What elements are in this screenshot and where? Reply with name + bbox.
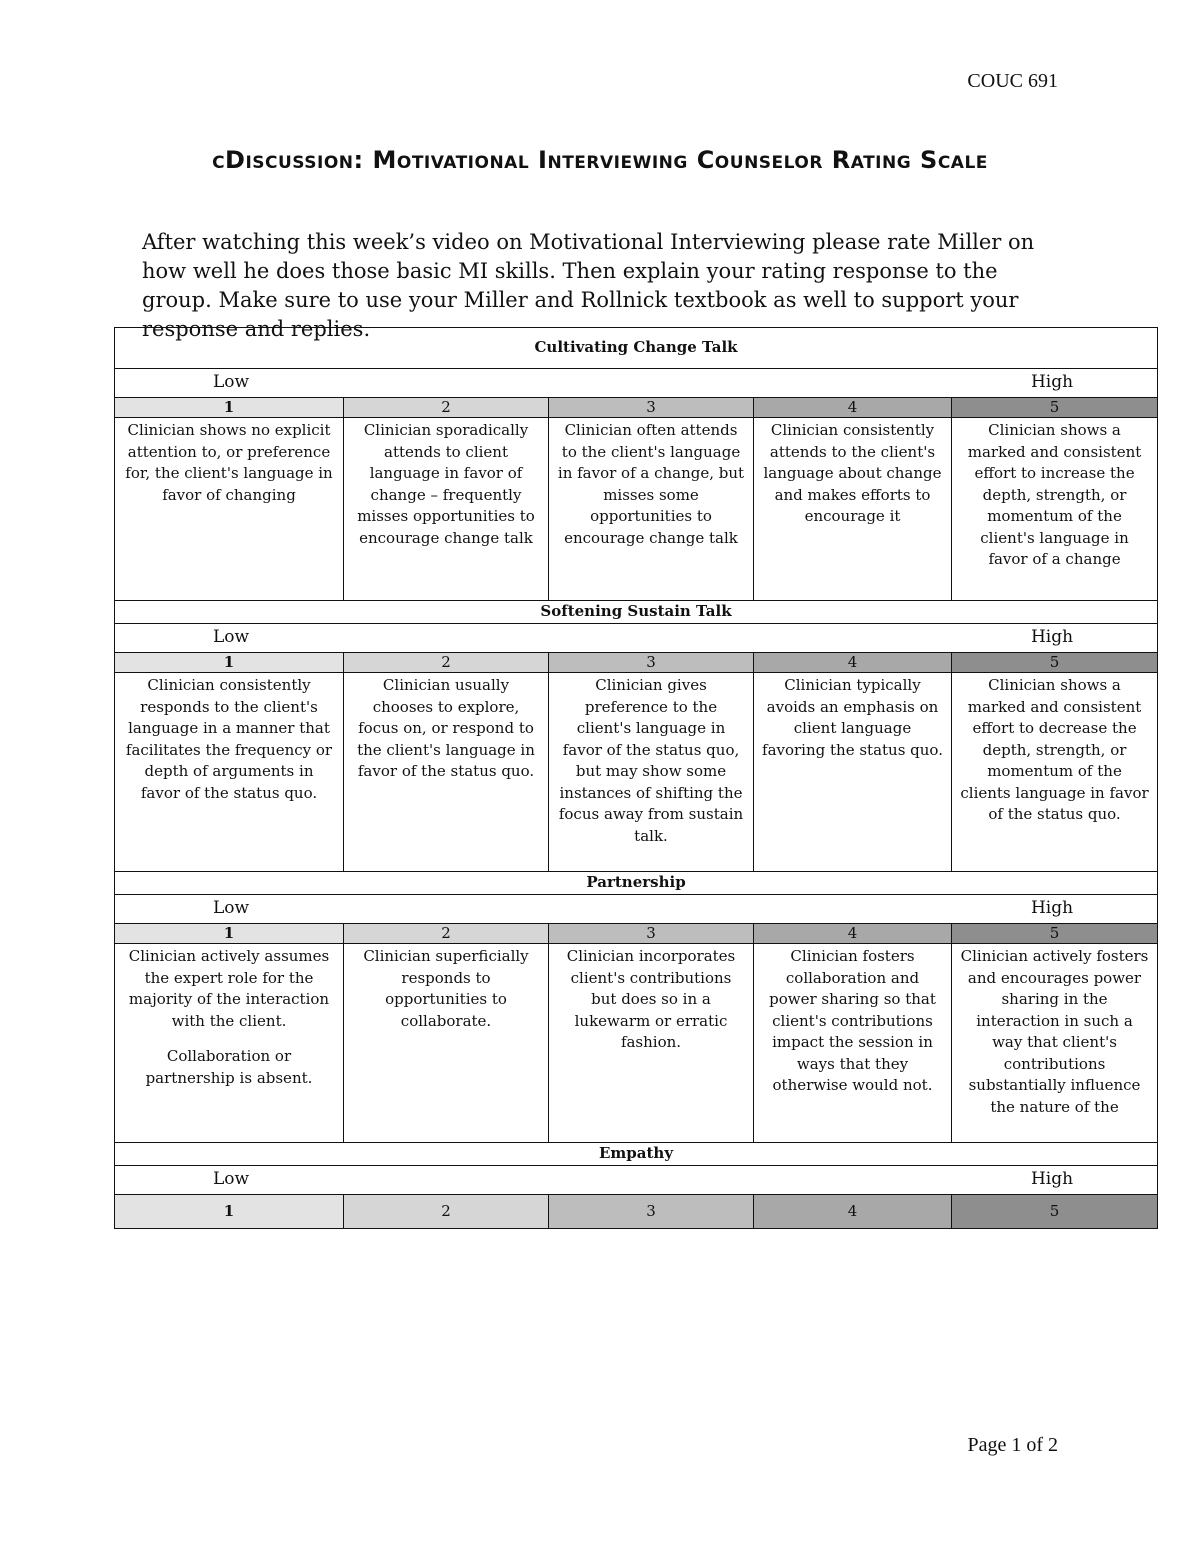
rating-2: 2: [344, 924, 549, 944]
low-high-row: [115, 624, 1158, 653]
rating-5: 5: [952, 924, 1158, 944]
rating-1: 1: [115, 398, 344, 418]
description-1: [115, 944, 344, 1143]
course-code: COUC 691: [967, 70, 1058, 92]
section-title: Softening Sustain Talk: [115, 601, 1158, 624]
rating-3: 3: [549, 398, 754, 418]
rating-4: 4: [754, 653, 952, 673]
rating-3: 3: [549, 1195, 754, 1229]
rating-5: 5: [952, 653, 1158, 673]
rating-4: 4: [754, 398, 952, 418]
description-5: Clinician shows a marked and consistent effort to increase the depth, strength, or momentum of the client's language in favor of a change: [952, 418, 1158, 601]
rating-5: 5: [952, 1195, 1158, 1229]
rating-2: 2: [344, 1195, 549, 1229]
low-label: Low: [115, 1166, 754, 1195]
low-high-row: [115, 895, 1158, 924]
page-number: Page 1 of 2: [967, 1434, 1058, 1456]
section-title: Cultivating Change Talk: [115, 328, 1158, 369]
description-2: Clinician usually chooses to explore, focus on, or respond to the client's language in favor of the status quo.: [344, 673, 549, 872]
section-title: Partnership: [115, 872, 1158, 895]
intro-paragraph: After watching this week’s video on Motivational Interviewing please rate Miller on how well he does those basic MI skills. Then explain your rating response to the group. Make sure to use your Miller and Rollnick textbook as well to support your response and replies.: [142, 230, 1035, 341]
rating-1: 1: [115, 653, 344, 673]
section-header-row: [115, 328, 1158, 369]
descriptions-row: [115, 944, 1158, 1143]
rating-4: 4: [754, 1195, 952, 1229]
rating-1: 1: [115, 924, 344, 944]
rating-2: 2: [344, 653, 549, 673]
description-2: Clinician superficially responds to opportunities to collaborate.: [344, 944, 549, 1143]
description-1-text: Clinician actively assumes the expert role for the majority of the interaction with the client.: [128, 947, 330, 1030]
description-4: Clinician typically avoids an emphasis on client language favoring the status quo.: [754, 673, 952, 872]
descriptions-row: [115, 418, 1158, 601]
rating-3: 3: [549, 924, 754, 944]
low-label: Low: [115, 369, 754, 398]
section-header-row: [115, 1143, 1158, 1166]
high-label: High: [754, 369, 1158, 398]
high-label: High: [754, 1166, 1158, 1195]
low-label: Low: [115, 624, 754, 653]
rating-numbers-row: [115, 398, 1158, 418]
low-high-row: [115, 1166, 1158, 1195]
rating-5: 5: [952, 398, 1158, 418]
description-3: Clinician gives preference to the client's language in favor of the status quo, but may show some instances of shifting the focus away from sustain talk.: [549, 673, 754, 872]
high-label: High: [754, 895, 1158, 924]
high-label: High: [754, 624, 1158, 653]
description-1: Clinician shows no explicit attention to, or preference for, the client's language in favor of changing: [115, 418, 344, 601]
description-1: Clinician consistently responds to the client's language in a manner that facilitates the frequency or depth of arguments in favor of the status quo.: [115, 673, 344, 872]
description-4: Clinician consistently attends to the client's language about change and makes efforts to encourage it: [754, 418, 952, 601]
rating-numbers-row: [115, 653, 1158, 673]
rating-2: 2: [344, 398, 549, 418]
rating-4: 4: [754, 924, 952, 944]
rating-scale-table: [114, 327, 1157, 1229]
low-high-row: [115, 369, 1158, 398]
section-title: Empathy: [115, 1143, 1158, 1166]
rating-1: 1: [115, 1195, 344, 1229]
description-3: Clinician incorporates client's contributions but does so in a lukewarm or erratic fashion.: [549, 944, 754, 1143]
description-2: Clinician sporadically attends to client language in favor of change – frequently misses opportunities to encourage change talk: [344, 418, 549, 601]
description-5: Clinician actively fosters and encourages power sharing in the interaction in such a way that client's contributions substantially influence the nature of the: [952, 944, 1158, 1143]
description-1-note: Collaboration or partnership is absent.: [145, 1047, 313, 1087]
rating-numbers-row: [115, 924, 1158, 944]
page-title: cDiscussion: Motivational Interviewing Counselor Rating Scale: [212, 146, 988, 174]
section-header-row: [115, 601, 1158, 624]
section-header-row: [115, 872, 1158, 895]
rating-3: 3: [549, 653, 754, 673]
description-4: Clinician fosters collaboration and power sharing so that client's contributions impact the session in ways that they otherwise would not.: [754, 944, 952, 1143]
description-3: Clinician often attends to the client's language in favor of a change, but misses some opportunities to encourage change talk: [549, 418, 754, 601]
description-5: Clinician shows a marked and consistent effort to decrease the depth, strength, or momentum of the clients language in favor of the status quo.: [952, 673, 1158, 872]
low-label: Low: [115, 895, 754, 924]
descriptions-row: [115, 673, 1158, 872]
rating-numbers-row: [115, 1195, 1158, 1229]
